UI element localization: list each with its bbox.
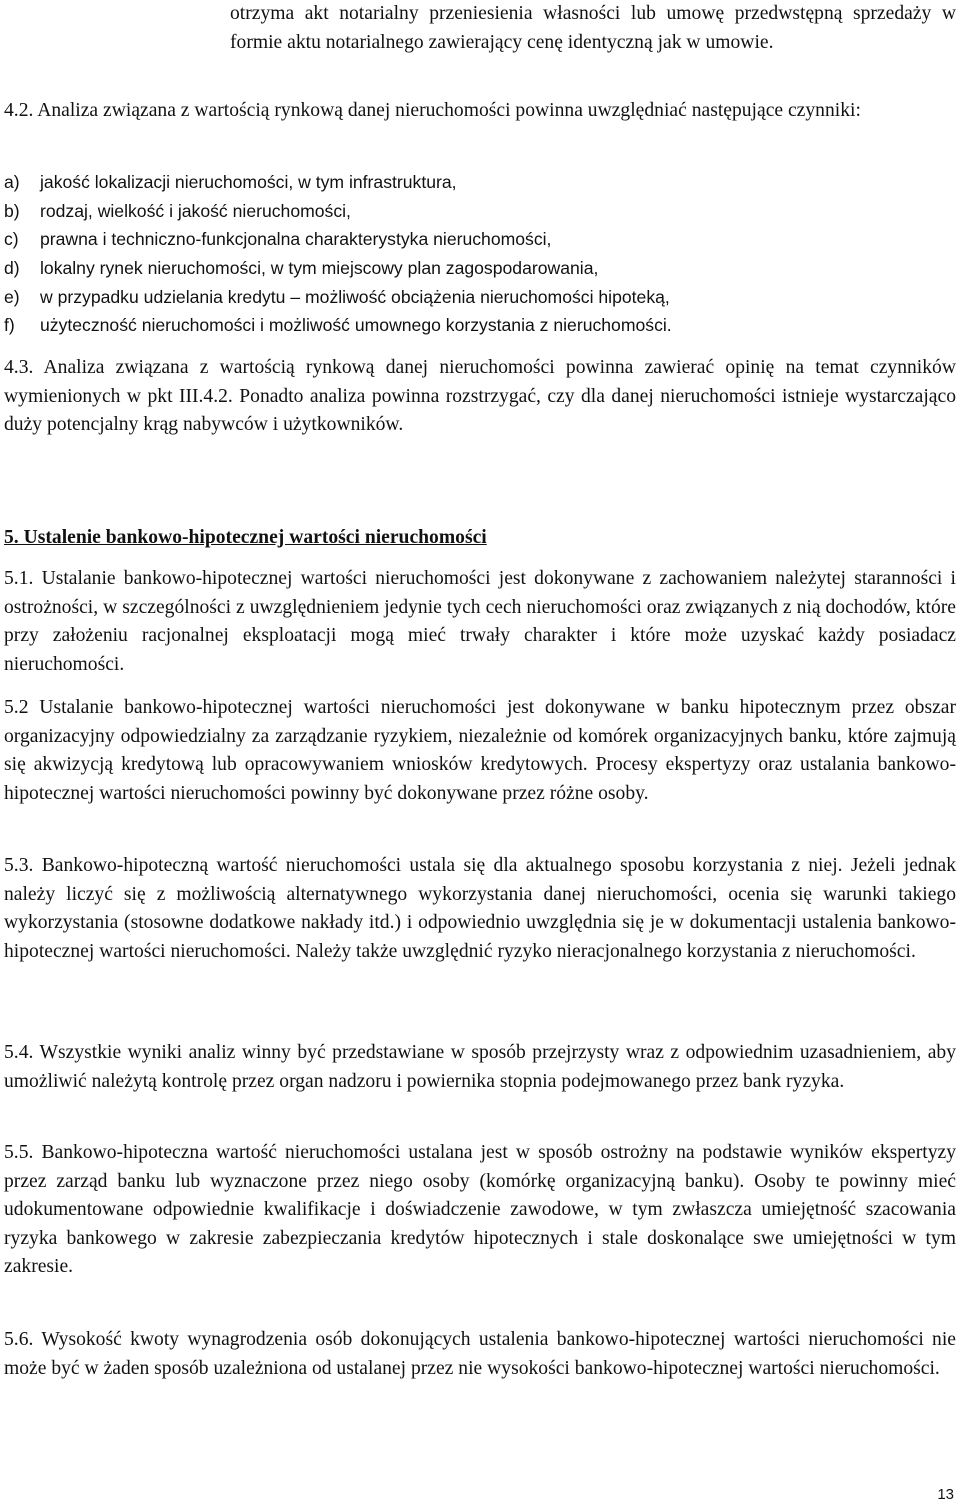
list-item bbox=[4, 168, 956, 197]
section-4-2-lead: 4.2. Analiza związana z wartością rynkową danej nieruchomości powinna uwzględniać następujące czynniki: bbox=[4, 100, 861, 121]
paragraph-5-5: 5.5. Bankowo-hipoteczna wartość nieruchomości ustalana jest w sposób ostrożny na podstawie wyników ekspertyzy przez zarząd banku lub wyznaczone przez niego osoby (komórkę organizacyjną banku). Osoby te powinny mieć udokumentowane odpowiednie kwalifikacje i doświadczenie zawodowe, w tym zwłaszcza umiejętność szacowania ryzyka bankowego w zakresie zabezpieczania kredytów hipotecznych i stale doskonalące swe umiejętności w tym zakresie. bbox=[4, 1142, 956, 1277]
list-marker: b) bbox=[4, 200, 20, 221]
list-item bbox=[4, 225, 956, 254]
intro-continuation-paragraph: otrzyma akt notarialny przeniesienia własności lub umowę przedwstępną sprzedaży w formie aktu notarialnego zawierający cenę identyczną jak w umowie. bbox=[230, 3, 956, 53]
list-marker: c) bbox=[4, 229, 19, 250]
paragraph-4-3: 4.3. Analiza związana z wartością rynkową danej nieruchomości powinna zawierać opinię na temat czynników wymienionych w pkt III.4.2. Ponadto analiza powinna rozstrzygać, czy dla danej nieruchomości istnieje wystarczająco duży potencjalny krąg nabywców i użytkowników. bbox=[4, 357, 956, 435]
list-item bbox=[4, 311, 956, 340]
paragraph-5-4: 5.4. Wszystkie wyniki analiz winny być przedstawiane w sposób przejrzysty wraz z odpowiednim uzasadnieniem, aby umożliwić należytą kontrolę przez organ nadzoru i powiernika stopnia podejmowanego przez bank ryzyka. bbox=[4, 1042, 956, 1092]
list-item bbox=[4, 197, 956, 226]
section-5-heading: 5. Ustalenie bankowo-hipotecznej wartości nieruchomości bbox=[4, 527, 487, 548]
list-item-text: rodzaj, wielkość i jakość nieruchomości, bbox=[40, 200, 351, 221]
list-item-text: jakość lokalizacji nieruchomości, w tym infrastruktura, bbox=[40, 172, 457, 192]
factors-list bbox=[4, 168, 956, 340]
list-item-text: użyteczność nieruchomości i możliwość umownego korzystania z nieruchomości. bbox=[40, 315, 672, 336]
page-number: 13 bbox=[937, 1486, 954, 1503]
list-item-text: w przypadku udzielania kredytu – możliwość obciążenia nieruchomości hipoteką, bbox=[40, 286, 670, 307]
list-marker: a) bbox=[4, 172, 20, 192]
list-item bbox=[4, 254, 956, 283]
list-item-text: lokalny rynek nieruchomości, w tym miejscowy plan zagospodarowania, bbox=[40, 258, 599, 279]
list-marker: e) bbox=[4, 286, 20, 307]
paragraph-5-1: 5.1. Ustalanie bankowo-hipotecznej wartości nieruchomości jest dokonywane z zachowaniem należytej staranności i ostrożności, w szczególności z uwzględnieniem jedynie tych cech nieruchomości oraz związanych z nią dochodów, które przy założeniu racjonalnej eksploatacji mogą mieć trwały charakter i które może uzyskać każdy posiadacz nieruchomości. bbox=[4, 568, 956, 675]
list-item-text: prawna i techniczno-funkcjonalna charakterystyka nieruchomości, bbox=[40, 229, 552, 250]
list-item bbox=[4, 283, 956, 312]
list-marker: d) bbox=[4, 258, 20, 279]
paragraph-5-3: 5.3. Bankowo-hipoteczną wartość nieruchomości ustala się dla aktualnego sposobu korzystania z niej. Jeżeli jednak należy liczyć się z możliwością alternatywnego wykorzystania danej nieruchomości, ocenia się warunki takiego wykorzystania (stosowne dodatkowe nakłady itd.) i odpowiednio uwzględnia się je w dokumentacji ustalenia bankowo-hipotecznej wartości nieruchomości. Należy także uwzględnić ryzyko nieracjonalnego korzystania z nieruchomości. bbox=[4, 855, 956, 962]
paragraph-5-2: 5.2 Ustalanie bankowo-hipotecznej wartości nieruchomości jest dokonywane w banku hipotecznym przez obszar organizacyjny odpowiedzialny za zarządzanie ryzykiem, niezależnie od komórek organizacyjnych banku, które zajmują się akwizycją kredytową lub opracowywaniem wniosków kredytowych. Procesy ekspertyzy oraz ustalania bankowo-hipotecznej wartości nieruchomości powinny być dokonywane przez różne osoby. bbox=[4, 697, 956, 804]
paragraph-5-6: 5.6. Wysokość kwoty wynagrodzenia osób dokonujących ustalenia bankowo-hipotecznej wartości nieruchomości nie może być w żaden sposób uzależniona od ustalanej przez nie wysokości bankowo-hipotecznej wartości nieruchomości. bbox=[4, 1329, 956, 1379]
list-marker: f) bbox=[4, 315, 15, 336]
